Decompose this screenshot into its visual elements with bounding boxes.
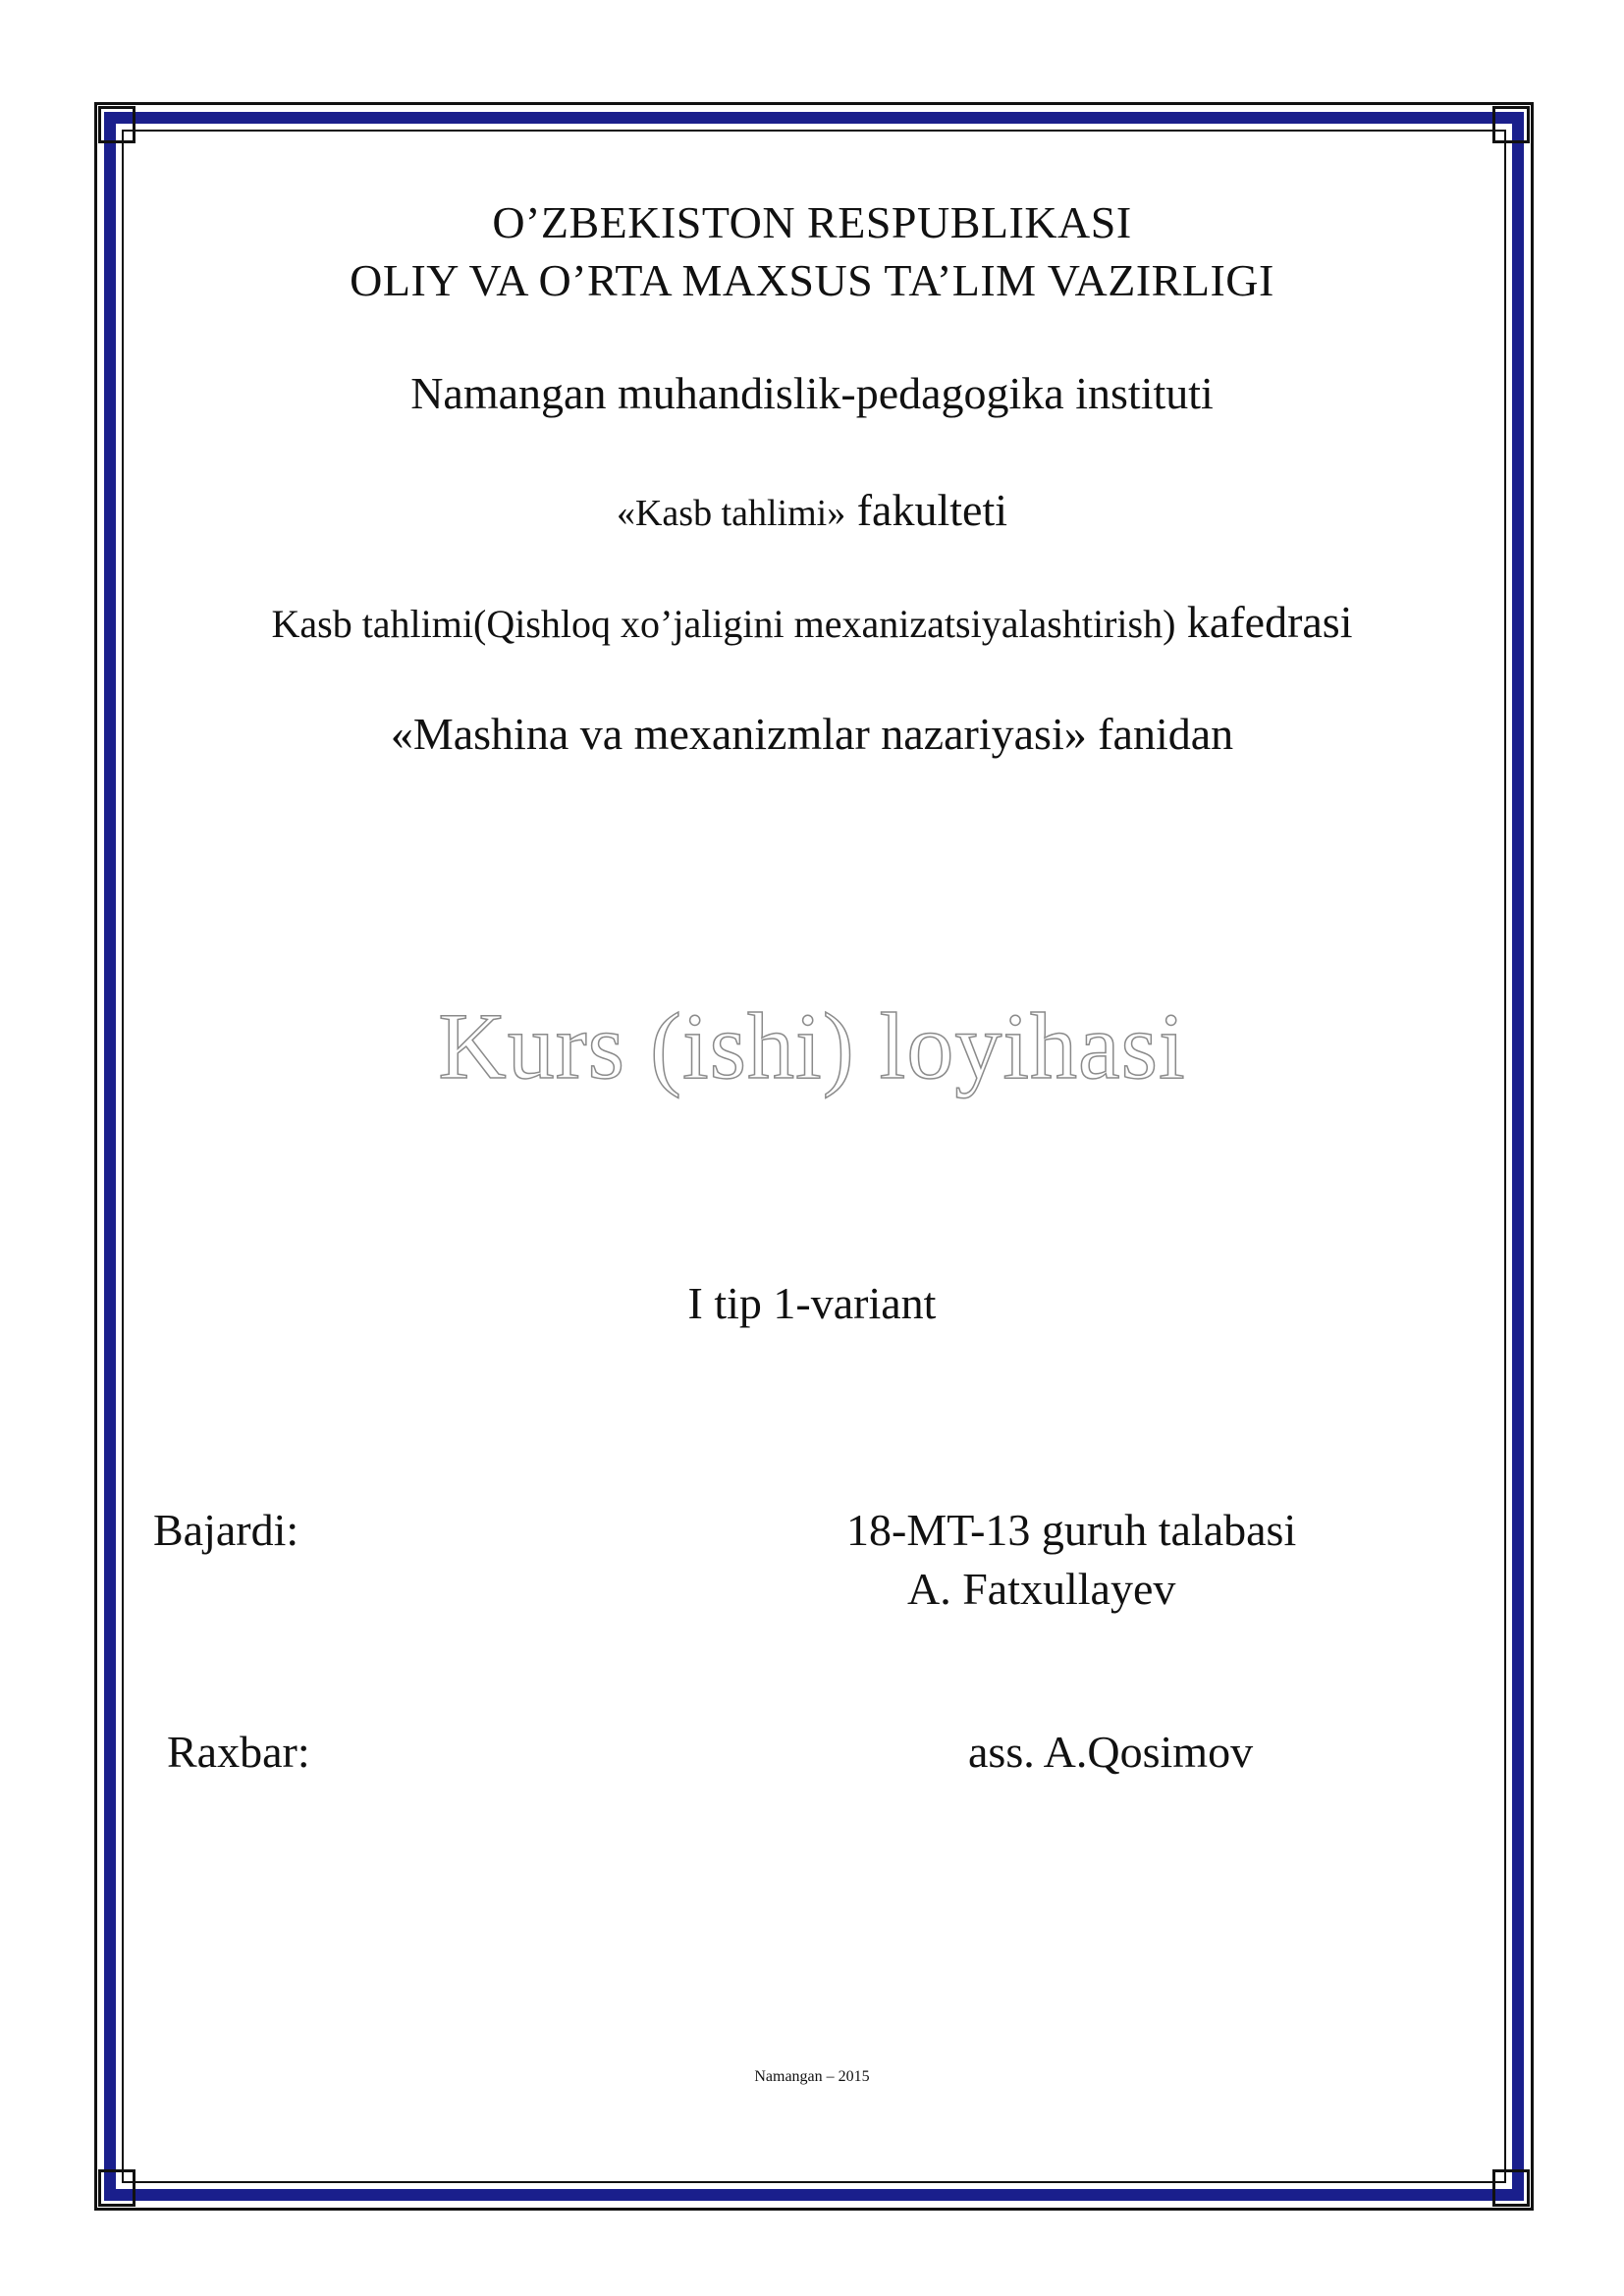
faculty-name: «Kasb tahlimi» <box>616 493 846 534</box>
frame-corner-ornament <box>1492 2169 1530 2207</box>
frame-corner-ornament <box>1492 106 1530 143</box>
department-line <box>0 597 1624 647</box>
ministry-name-line: OLIY VA O’RTA MAXSUS TA’LIM VAZIRLIGI <box>350 255 1274 305</box>
student-name: A. Fatxullayev <box>907 1564 1176 1614</box>
document-title: Kurs (ishi) loyihasi <box>438 993 1186 1098</box>
variant-line: I tip 1-variant <box>687 1278 937 1328</box>
frame-corner-ornament <box>98 106 135 143</box>
student-group: 18-MT-13 guruh talabasi <box>846 1505 1297 1555</box>
department-suffix: kafedrasi <box>1175 597 1353 647</box>
performer-label: Bajardi: <box>153 1505 299 1555</box>
page-frame-inner-border <box>122 130 1506 2183</box>
faculty-line <box>0 485 1624 535</box>
ministry-country-line: O’ZBEKISTON RESPUBLIKASI <box>492 197 1132 247</box>
subject-line: «Mashina va mexanizmlar nazariyasi» fanidan <box>390 709 1234 759</box>
frame-corner-ornament <box>98 2169 135 2207</box>
institute-name: Namangan muhandislik-pedagogika instituti <box>410 368 1214 418</box>
faculty-suffix: fakulteti <box>845 485 1008 535</box>
supervisor-name: ass. A.Qosimov <box>968 1727 1254 1777</box>
department-name: Kasb tahlimi(Qishloq xo’jaligini mexanizatsiyalashtirish) <box>271 602 1176 646</box>
city-year-footer: Namangan – 2015 <box>754 2068 870 2085</box>
supervisor-label: Raxbar: <box>167 1727 310 1777</box>
